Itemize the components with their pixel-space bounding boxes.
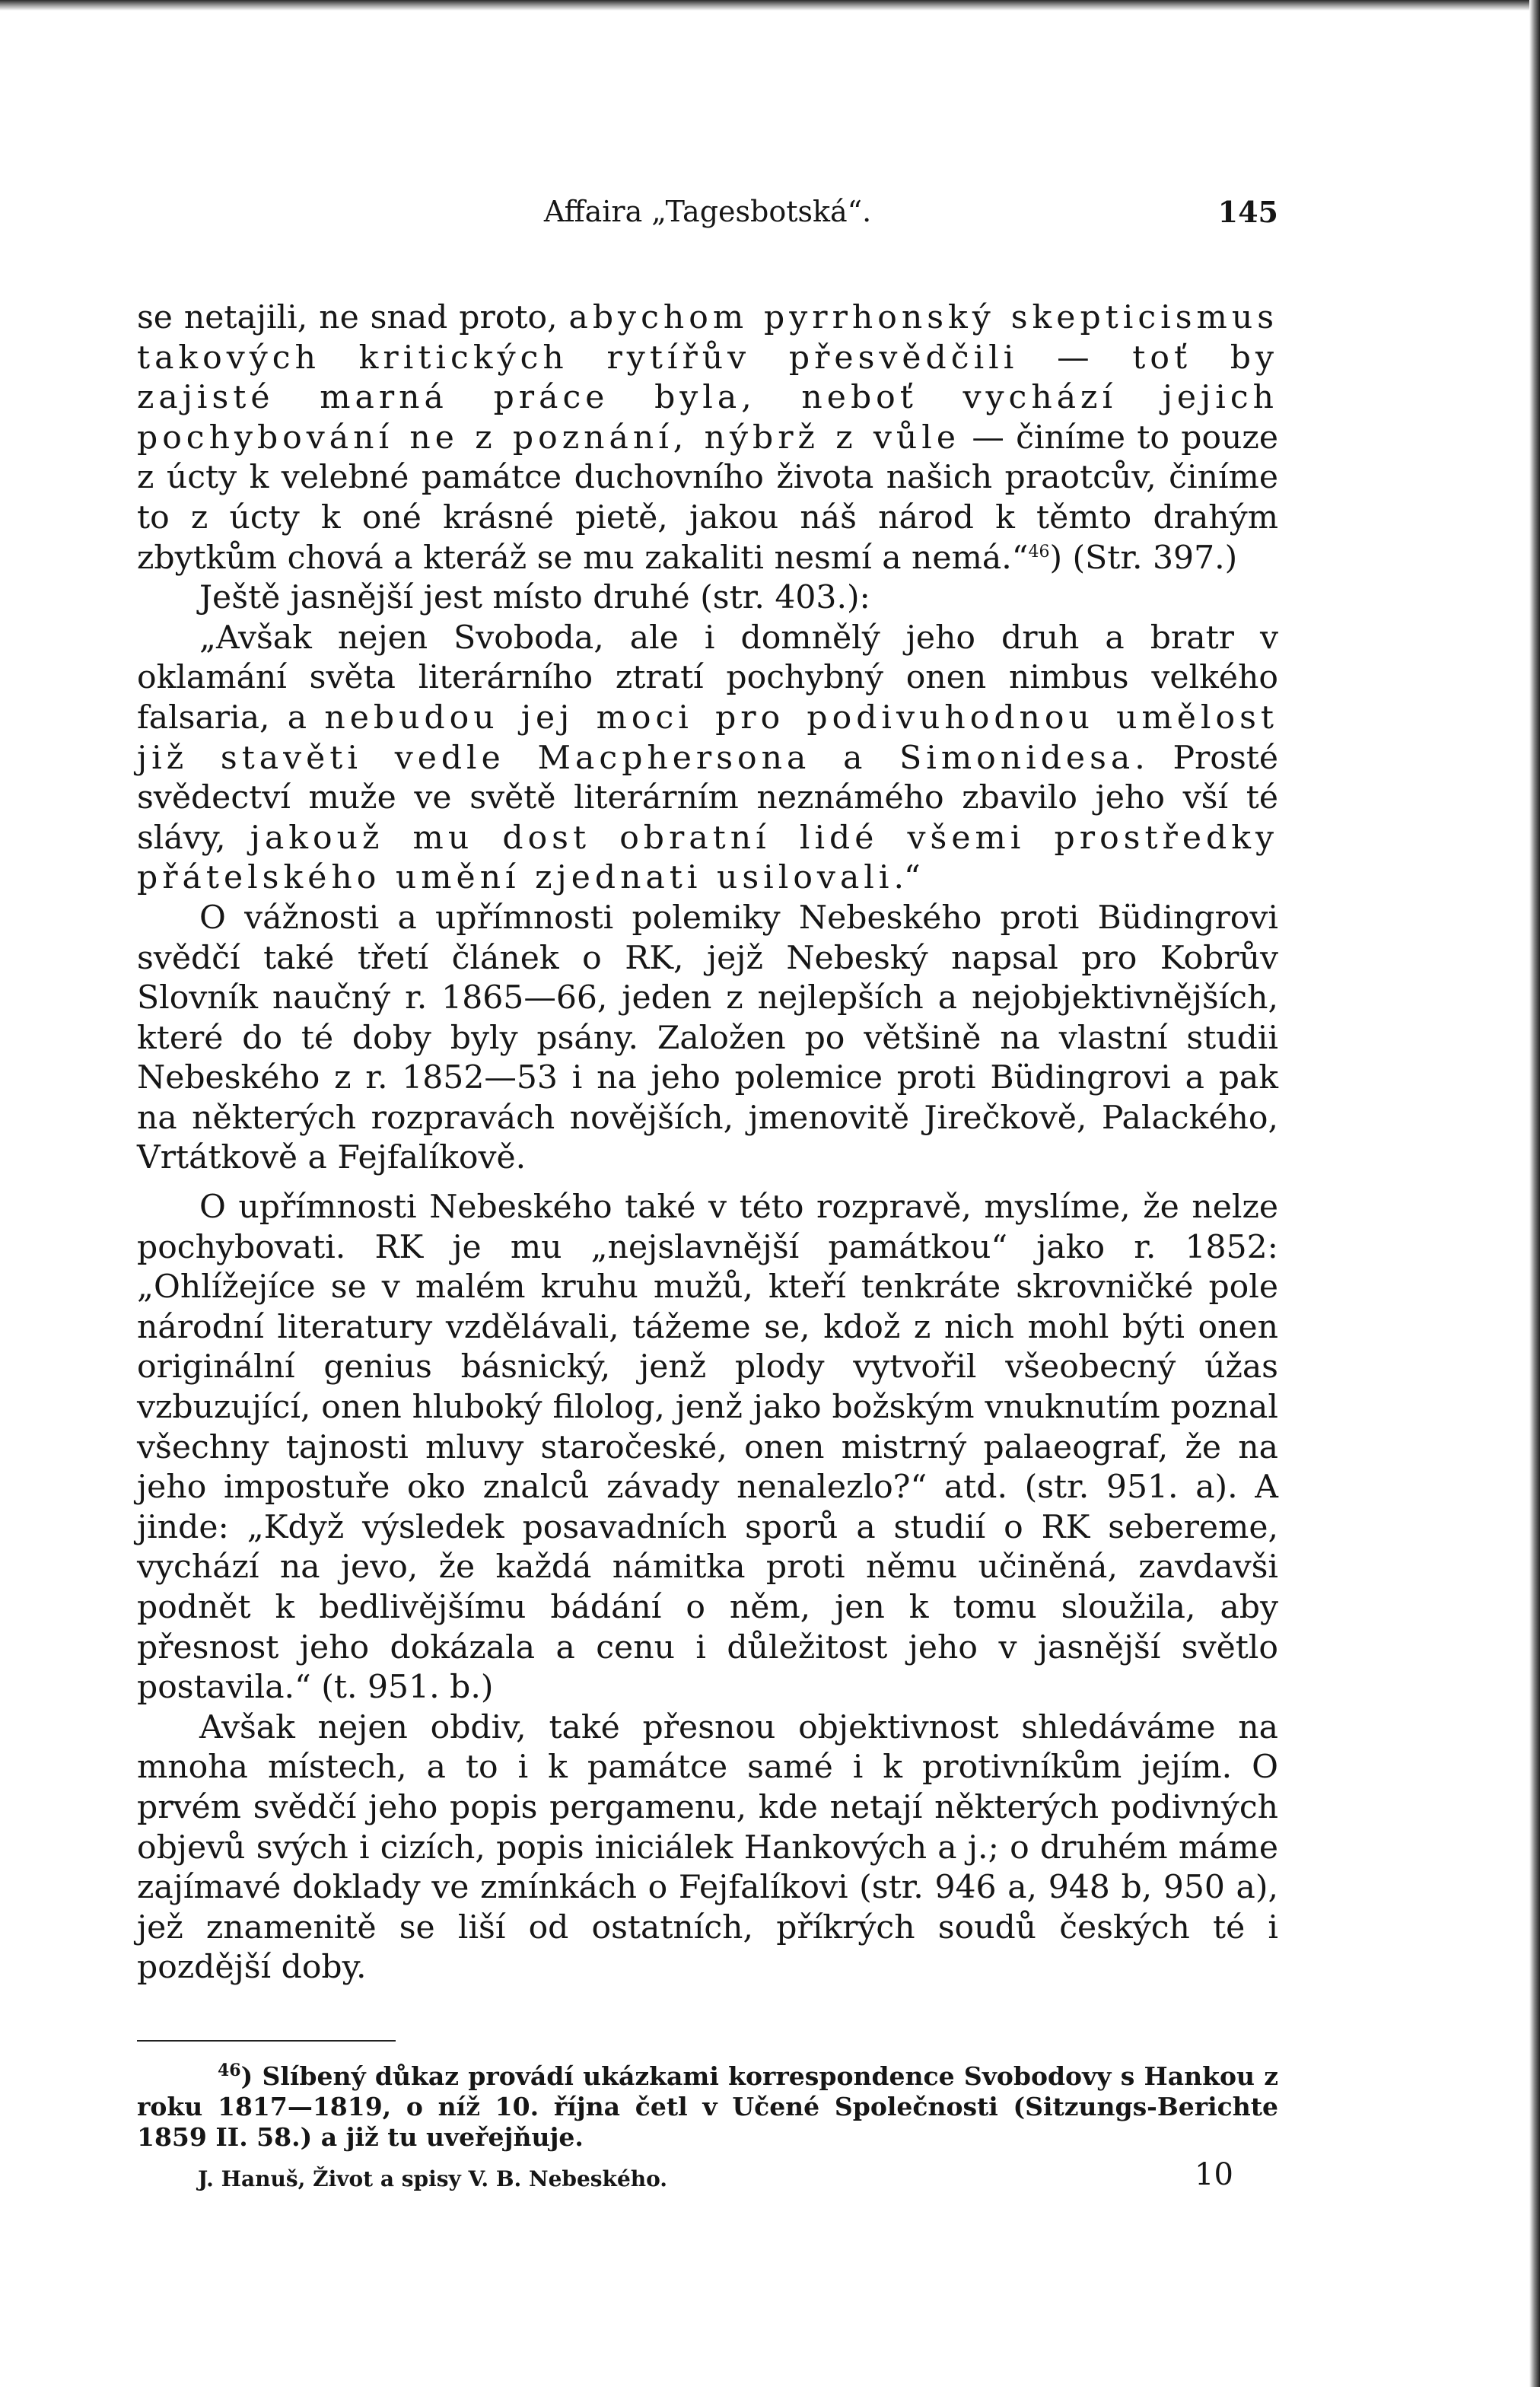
paragraph-3-text-before: „Avšak nejen Svoboda, ale i domnělý jeho druh a bratr v oklamání světa literárního ztratí pochybný onen nimbus velkého falsaria, a (137, 619, 1278, 737)
scan-edge-top (0, 0, 1540, 11)
body-text (137, 298, 1278, 1988)
paragraph-3-text-end: .“ (893, 859, 921, 897)
footnotes (137, 2061, 1278, 2153)
paragraph-5: O upřímnosti Nebeského také v této rozpravě, myslíme, že nelze pochybovati. RK je mu „nejslavnější památkou“ jako r. 1852: „Ohlížejíce se v malém kruhu mužů, kteří tenkráte skrovničké pole národní literatury vzdělávali, tážeme se, kdož z nich mohl býti onen originální genius básnický, jenž plody vytvořil všeobecný úžas vzbuzující, onen hluboký filolog, jenž jako božským vnuknutím poznal všechny tajnosti mluvy staročeské, onen mistrný palaeograf, že na jeho impostuře oko znalců závady nenalezlo?“ atd. (str. 951. a). A jinde: „Když výsledek posavadních sporů a studií o RK sebereme, vychází na jevo, že každá námitka proti němu učiněná, zavdavši podnět k bedlivějšímu bádání o něm, jen k tomu sloužila, aby přesnost jeho dokázala a cenu i důležitost jeho v jasnější světlo postavila.“ (t. 951. b.) (137, 1189, 1278, 1707)
paragraph-6: Avšak nejen obdiv, také přesnou objektivnost shledáváme na mnoha místech, a to i k památce samé i k protivníkům jejím. O prvém svědčí jeho popis pergamenu, kde netají některých podivných objevů svých i cizích, popis iniciálek Hankových a j.; o druhém máme zajímavé doklady ve zmínkách o Fejfalíkovi (str. 946 a, 948 b, 950 a), jež znamenitě se liší od ostatních, příkrých soudů českých té i pozdější doby. (137, 1708, 1278, 1987)
paragraph-1-spaced-text: abychom pyrrhonský skepticismus takových kritických rytířův přesvědčili — toť by zajisté marná práce byla, neboť vychází jejich pochybování ne z poznání, nýbrž z vůle (137, 299, 1279, 457)
scan-edge-right (1529, 0, 1540, 2387)
paragraph-1-text-before: se netajili, ne snad proto, (137, 299, 569, 336)
footnote-divider (137, 2040, 396, 2042)
paragraph-1-text-after: — činíme to pouze z úcty k velebné památce duchovního života našich praotcův, činíme to z úcty k oné krásné pietě, jakou náš národ k těmto drahým zbytkům chová a kteráž se mu zakaliti nesmí a nemá.“ (137, 419, 1278, 577)
paragraph-1 (137, 298, 1278, 578)
footnote-46 (137, 2061, 1278, 2153)
running-header (137, 195, 1278, 240)
paragraph-3 (137, 619, 1278, 899)
sheet-number: 10 (1195, 2156, 1233, 2192)
paragraph-3-spaced-text-2: jakouž mu dost obratní lidé všemi prostředky přátelského umění zjednati usilovali (137, 819, 1278, 897)
footnote-reference[interactable]: 46 (1028, 542, 1050, 562)
book-page (137, 195, 1278, 2201)
footnote-text: ) Slíbený důkaz provádí ukázkami korrespondence Svobodovy s Hankou z roku 1817—1819, o níž 10. října četl v Učené Společnosti (Sitzungs-Berichte 1859 II. 58.) a již tu uveřejňuje. (137, 2061, 1278, 2152)
paragraph-3-text-after: . Prosté svědectví muže ve světě literárním neznámého zbavilo jeho vší té slávy, (137, 739, 1279, 857)
paragraph-4: O vážnosti a upřímnosti polemiky Nebeského proti Büdingrovi svědčí také třetí článek o RK, jejž Nebeský napsal pro Kobrův Slovník naučný r. 1865—66, jeden z nejlepších a nejobjektivnějších, které do té doby byly psány. Založen po většině na vlastní studii Nebeského z r. 1852—53 i na jeho polemice proti Büdingrovi a pak na některých rozpravách novějších, jmenovitě Jirečkově, Palackého, Vrtátkově a Fejfalíkově. (137, 899, 1278, 1177)
paragraph-1-text-end: ) (Str. 397.) (1049, 539, 1238, 577)
paragraph-2: Ještě jasnější jest místo druhé (str. 403.): (199, 579, 870, 617)
page-number: 145 (1217, 195, 1278, 229)
signature-line (137, 2156, 1278, 2201)
running-title: Affaira „Tagesbotská“. (543, 195, 872, 228)
footnote-marker: 46 (218, 2060, 241, 2080)
paragraph-3-spaced-text: nebudou jej moci pro podivuhodnou umělost již stavěti vedle Macphersona a Simonidesa (137, 699, 1278, 777)
printer-signature: J. Hanuš, Život a spisy V. B. Nebeského. (198, 2166, 668, 2191)
